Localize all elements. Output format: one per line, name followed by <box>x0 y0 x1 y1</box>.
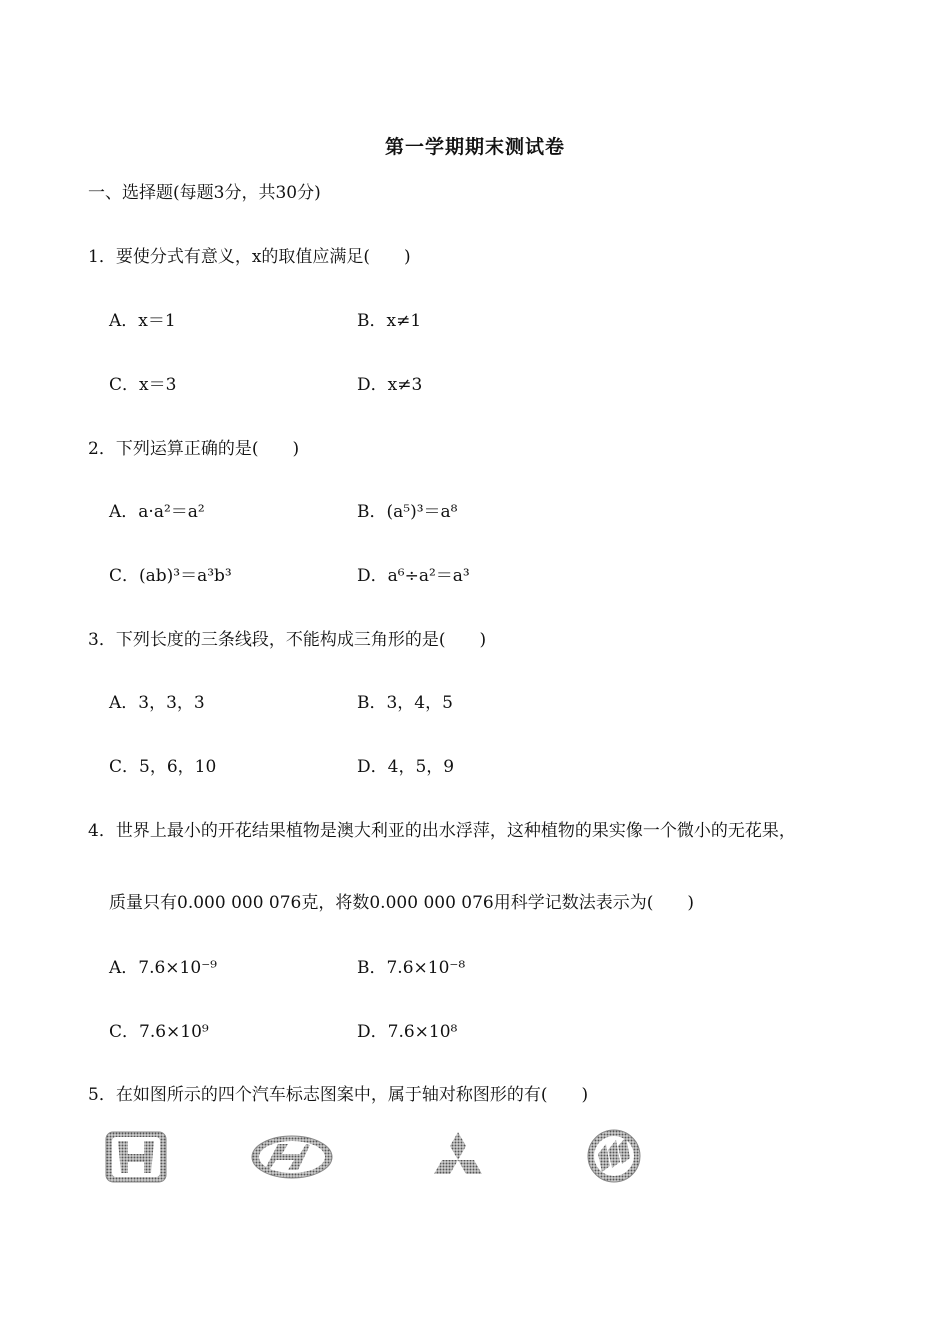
q1-option-a: A．x＝1 <box>109 311 176 331</box>
question-4-stem: 4．世界上最小的开花结果植物是澳大利亚的出水浮萍，这种植物的果实像一个微小的无花果， <box>88 821 796 841</box>
mitsubishi-logo <box>434 1132 482 1174</box>
q4-option-d: D．7.6×10⁸ <box>357 1022 458 1042</box>
q4-option-a: A．7.6×10⁻⁹ <box>109 958 217 978</box>
car-logos-figure <box>100 1128 660 1190</box>
question-3-stem: 3．下列长度的三条线段，不能构成三角形的是( ) <box>88 630 487 650</box>
q2-option-c: C．(ab)³＝a³b³ <box>109 566 232 586</box>
hyundai-logo <box>252 1136 332 1178</box>
question-4-stem-continued: 质量只有0.000 000 076克，将数0.000 000 076用科学记数法表示为( ) <box>109 893 695 913</box>
section-heading: 一、选择题(每题3分，共30分) <box>88 183 321 203</box>
q3-option-d: D．4，5，9 <box>357 757 455 777</box>
question-1-stem: 1．要使分式有意义，x的取值应满足( ) <box>88 247 411 267</box>
q3-option-c: C．5，6，10 <box>109 757 217 777</box>
q1-option-b: B．x≠1 <box>357 311 422 331</box>
q2-option-a: A．a·a²＝a² <box>109 502 205 522</box>
page-title: 第一学期期末测试卷 <box>384 136 565 158</box>
q4-option-b: B．7.6×10⁻⁸ <box>357 958 466 978</box>
q2-option-b: B．(a⁵)³＝a⁸ <box>357 502 458 522</box>
question-2-stem: 2．下列运算正确的是( ) <box>88 439 300 459</box>
q1-option-c: C．x＝3 <box>109 375 177 395</box>
q2-option-d: D．a⁶÷a²＝a³ <box>357 566 470 586</box>
question-5-stem: 5．在如图所示的四个汽车标志图案中，属于轴对称图形的有( ) <box>88 1085 589 1105</box>
q3-option-a: A．3，3，3 <box>109 693 205 713</box>
q1-option-d: D．x≠3 <box>357 375 423 395</box>
q4-option-c: C．7.6×10⁹ <box>109 1022 209 1042</box>
buick-logo <box>588 1130 640 1182</box>
q3-option-b: B．3，4，5 <box>357 693 453 713</box>
honda-logo <box>106 1132 166 1182</box>
